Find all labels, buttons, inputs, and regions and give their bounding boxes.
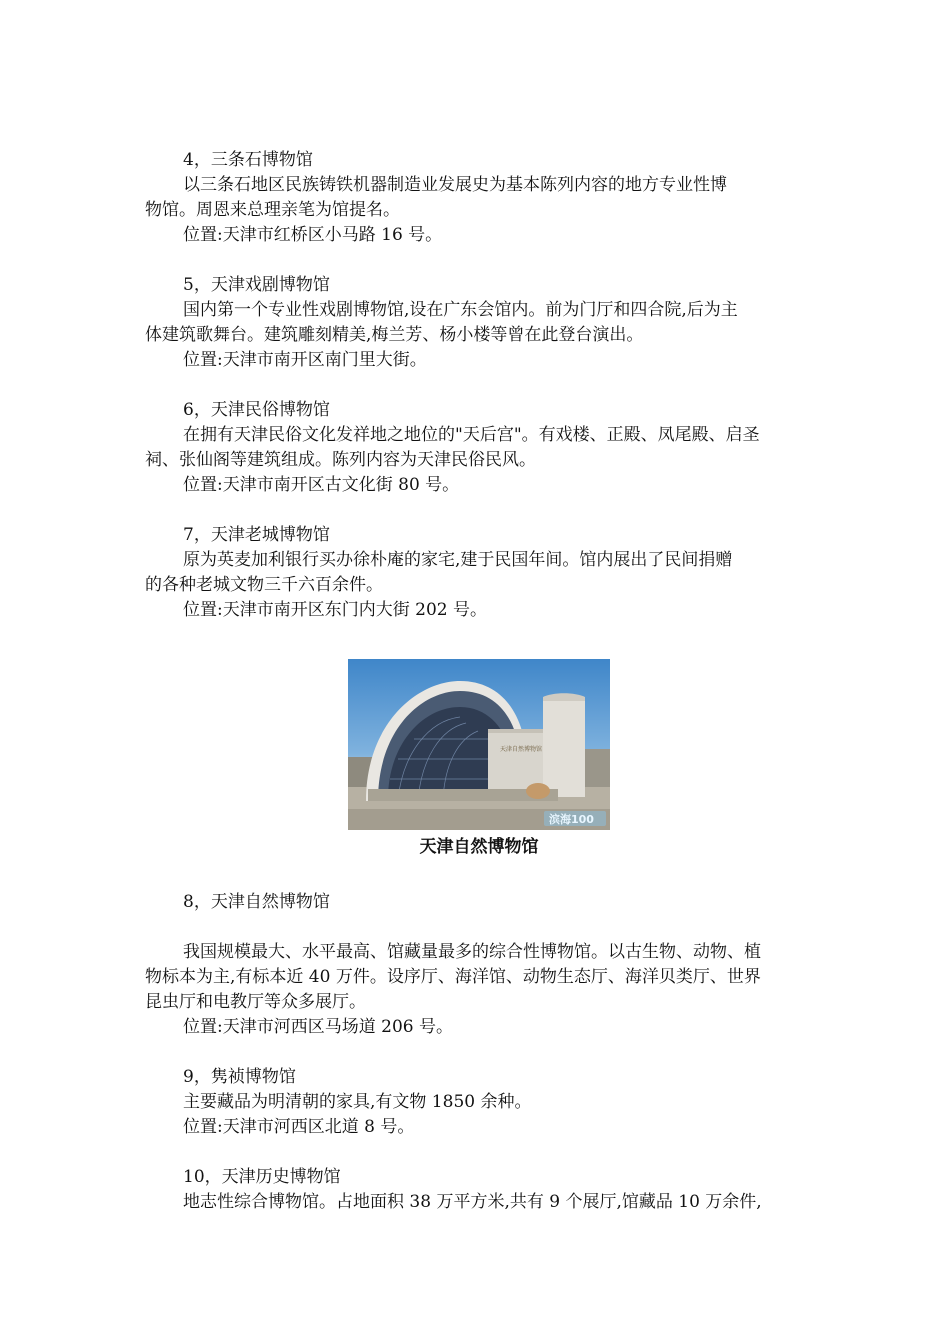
location-line: 位置:天津市南开区南门里大街。 <box>183 350 427 370</box>
museum-building-illustration <box>348 659 610 830</box>
section-heading: 7，天津老城博物馆 <box>183 525 330 545</box>
paragraph-line: 地志性综合博物馆。占地面积 38 万平方米,共有 9 个展厅,馆藏品 10 万余件, <box>183 1192 762 1212</box>
section-heading: 8，天津自然博物馆 <box>183 892 330 912</box>
paragraph-line: 国内第一个专业性戏剧博物馆,设在广东会馆内。前为门厅和四合院,后为主 <box>183 300 738 320</box>
paragraph-line: 的各种老城文物三千六百余件。 <box>145 575 383 595</box>
figure-caption: 天津自然博物馆 <box>419 837 539 857</box>
paragraph-line: 物馆。周恩来总理亲笔为馆提名。 <box>145 200 400 220</box>
section-museum-9 <box>145 1065 813 1140</box>
section-museum-6 <box>145 398 813 498</box>
document-page <box>145 148 813 1215</box>
location-line: 位置:天津市南开区东门内大街 202 号。 <box>183 600 487 620</box>
location-line: 位置:天津市河西区北道 8 号。 <box>183 1117 415 1137</box>
paragraph-line: 祠、张仙阁等建筑组成。陈列内容为天津民俗民风。 <box>145 450 536 470</box>
location-line: 位置:天津市河西区马场道 206 号。 <box>183 1017 453 1037</box>
paragraph-line: 以三条石地区民族铸铁机器制造业发展史为基本陈列内容的地方专业性博 <box>183 175 727 195</box>
paragraph-line: 在拥有天津民俗文化发祥地之地位的"天后宫"。有戏楼、正殿、凤尾殿、启圣 <box>183 425 760 445</box>
museum-photo <box>348 659 610 830</box>
section-heading: 4，三条石博物馆 <box>183 150 313 170</box>
section-museum-8 <box>145 890 813 1040</box>
watermark-text: 滨海100 <box>549 813 594 826</box>
tower <box>543 697 585 797</box>
section-museum-5 <box>145 273 813 373</box>
paragraph-line: 原为英麦加利银行买办徐朴庵的家宅,建于民国年间。馆内展出了民间捐赠 <box>183 550 733 570</box>
museum-figure <box>145 659 813 859</box>
rock-sculpture <box>526 783 550 799</box>
paragraph-line: 我国规模最大、水平最高、馆藏量最多的综合性博物馆。以古生物、动物、植 <box>183 942 761 962</box>
paragraph-line: 昆虫厅和电教厅等众多展厅。 <box>145 992 366 1012</box>
location-line: 位置:天津市南开区古文化街 80 号。 <box>183 475 460 495</box>
building-sign: 天津自然博物馆 <box>500 746 543 753</box>
section-museum-10 <box>145 1165 813 1215</box>
section-museum-4 <box>145 148 813 248</box>
section-heading: 9，隽祯博物馆 <box>183 1067 296 1087</box>
location-line: 位置:天津市红桥区小马路 16 号。 <box>183 225 443 245</box>
paragraph-line: 主要藏品为明清朝的家具,有文物 1850 余种。 <box>183 1092 532 1112</box>
section-heading: 5，天津戏剧博物馆 <box>183 275 330 295</box>
paragraph-line: 体建筑歌舞台。建筑雕刻精美,梅兰芳、杨小楼等曾在此登台演出。 <box>145 325 644 345</box>
section-museum-7 <box>145 523 813 623</box>
tower-top <box>543 693 585 701</box>
paragraph-line: 物标本为主,有标本近 40 万件。设序厅、海洋馆、动物生态厅、海洋贝类厅、世界 <box>145 967 761 987</box>
section-heading: 6，天津民俗博物馆 <box>183 400 330 420</box>
section-heading: 10，天津历史博物馆 <box>183 1167 341 1187</box>
